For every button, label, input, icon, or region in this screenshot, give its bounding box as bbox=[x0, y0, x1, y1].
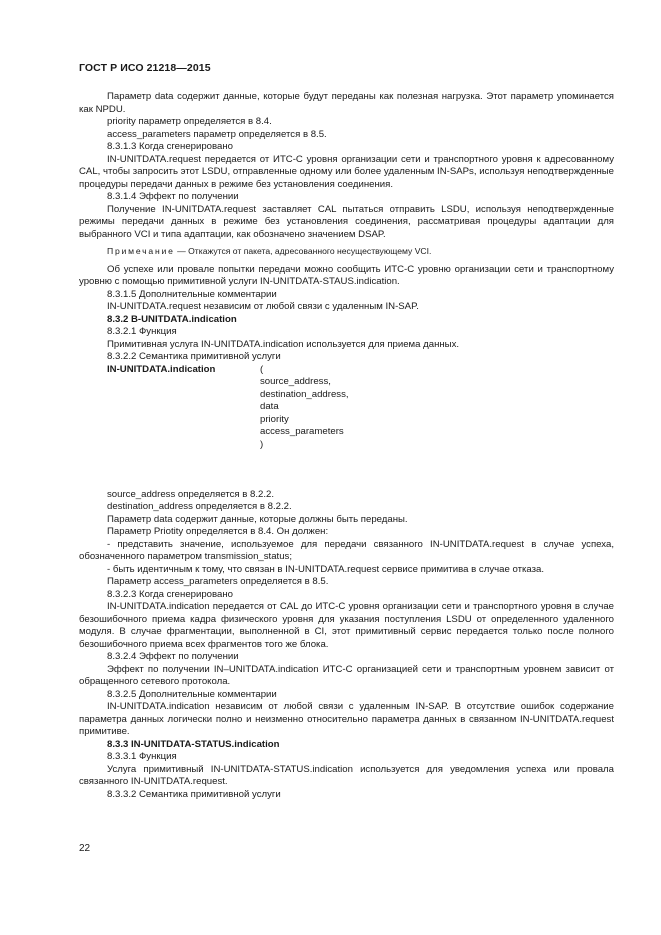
paragraph: IN-UNITDATA.request передается от ИТС-С уровня организации сети и транспортного уровня к адресованному CAL, чтобы запросить этот LSDU, отправленные одному или более удаленным IN-SAPs, используя неподтвержденные процедуры передачи данных в режиме без установления соединения. bbox=[79, 153, 614, 190]
paragraph: Получение IN-UNITDATA.request заставляет CAL пытаться отправить LSDU, используя неподтвержденные режимы передачи данных в режиме без установления соединения, рассматривая процедуры адаптации для выбранного VCI и типа адаптации, как обозначено значением DSAP. bbox=[79, 203, 614, 240]
paragraph: IN-UNITDATA.request независим от любой связи с удаленным IN-SAP. bbox=[107, 301, 419, 312]
paragraph: Параметр Priotity определяется в 8.4. Он должен: bbox=[107, 526, 329, 537]
section-heading: 8.3.2.5 Дополнительные комментарии bbox=[107, 688, 277, 700]
paragraph: Параметр data содержит данные, которые должны быть переданы. bbox=[107, 513, 408, 525]
list-item: - быть идентичным к тому, что связан в IN-UNITDATA.request сервисе примитива в случае отказа. bbox=[107, 563, 545, 575]
section-heading-bold: 8.3.2 B-UNITDATA.indication bbox=[107, 313, 237, 325]
primitive-name: IN-UNITDATA.indication bbox=[107, 363, 216, 375]
page-number: 22 bbox=[79, 843, 91, 854]
paragraph: access_parameters параметр определяется в 8.5. bbox=[107, 128, 327, 140]
primitive-params bbox=[260, 364, 349, 452]
note-text: — Откажутся от пакета, адресованного несуществующему VCI. bbox=[174, 246, 432, 256]
paragraph: Параметр access_parameters определяется в 8.5. bbox=[107, 576, 329, 587]
paragraph: IN-UNITDATA.indication независим от любой связи с удаленным IN-SAP. В отсутствие ошибок содержание параметра данных логически полно и неизменно относительно параметра данных в связанном IN-UNITDATA.request примитиве. bbox=[79, 701, 614, 737]
section-heading: 8.3.1.3 Когда сгенерировано bbox=[107, 141, 233, 152]
param-line: data bbox=[260, 401, 279, 412]
param-line: ) bbox=[260, 438, 264, 450]
paragraph: destination_address определяется в 8.2.2. bbox=[107, 501, 292, 512]
paragraph: IN-UNITDATA.indication передается от CAL до ИТС-С уровня организации сети и транспортного уровня в случае безошибочного приема кадра физического уровня для указания поступления LSDU от определенного удаленного модуля. В случае фрагментации, выполненной в CI, этот примитивный сервис передается только после полного безошибочного приема всех фрагментов того же блока. bbox=[79, 601, 614, 650]
paragraph: priority параметр определяется в 8.4. bbox=[107, 116, 272, 127]
primitive-semantics-block bbox=[79, 364, 614, 489]
document-body bbox=[79, 91, 614, 801]
paragraph: Примитивная услуга IN-UNITDATA.indication используется для приема данных. bbox=[107, 338, 460, 350]
paragraph: source_address определяется в 8.2.2. bbox=[107, 488, 275, 500]
section-heading: 8.3.2.2 Семантика примитивной услуги bbox=[107, 351, 281, 362]
paragraph: Услуга примитивный IN-UNITDATA-STATUS.indication используется для уведомления успеха или провала связанного IN-UNITDATA.request. bbox=[79, 763, 614, 787]
section-heading: 8.3.2.3 Когда сгенерировано bbox=[107, 588, 233, 600]
note bbox=[79, 245, 614, 258]
paragraph: Параметр data содержит данные, которые будут переданы как полезная нагрузка. Этот параметр упоминается как NPDU. bbox=[79, 91, 614, 115]
section-heading: 8.3.1.4 Эффект по получении bbox=[107, 191, 239, 202]
paragraph: Эффект по получении IN–UNITDATA.indication ИТС-С организацией сети и транспортным уровнем зависит от обращенного сетевого протокола. bbox=[79, 663, 614, 687]
section-heading: 8.3.3.2 Семантика примитивной услуги bbox=[107, 788, 281, 800]
param-line: source_address, bbox=[260, 376, 331, 387]
section-heading: 8.3.3.1 Функция bbox=[107, 751, 177, 762]
section-heading-bold: 8.3.3 IN-UNITDATA-STATUS.indication bbox=[107, 738, 280, 750]
section-heading: 8.3.1.5 Дополнительные комментарии bbox=[107, 288, 277, 300]
param-line: access_parameters bbox=[260, 426, 344, 437]
note-label: Примечание bbox=[107, 246, 175, 256]
paragraph: Об успехе или провале попытки передачи можно сообщить ИТС-С уровню организации сети и транспортному уровню с помощью примитивной услуги IN-UNITDATA-STAUS.indication. bbox=[79, 263, 614, 287]
list-item: - представить значение, используемое для передачи связанного IN-UNITDATA.request в случае успеха, обозначенного параметром transmission_status; bbox=[79, 538, 614, 562]
section-heading: 8.3.2.1 Функция bbox=[107, 326, 177, 337]
param-line: destination_address, bbox=[260, 388, 349, 400]
param-line: priority bbox=[260, 413, 289, 425]
section-heading: 8.3.2.4 Эффект по получении bbox=[107, 651, 239, 662]
document-header: ГОСТ Р ИСО 21218—2015 bbox=[79, 62, 211, 74]
param-line: ( bbox=[260, 363, 264, 375]
